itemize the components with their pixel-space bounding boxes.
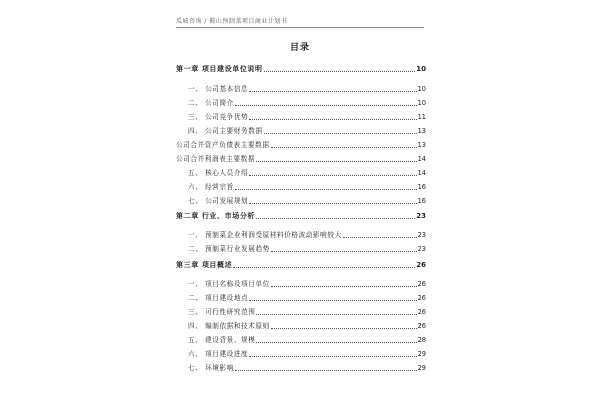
toc-entry[interactable] [176, 110, 426, 121]
toc-entry[interactable] [176, 277, 426, 288]
toc-entry-label: 五、 建设背景、规模 [188, 336, 256, 344]
dot-leader [249, 356, 416, 357]
dot-leader [264, 133, 417, 134]
toc-entry-page: 26 [416, 261, 426, 269]
dot-leader [271, 147, 417, 148]
toc-entry-page: 13 [417, 141, 426, 149]
dot-leader [249, 203, 416, 204]
toc-entry-page: 26 [417, 322, 426, 330]
toc-entry-label: 二、 项目建设地点 [188, 294, 249, 302]
dot-leader [264, 71, 416, 72]
dot-leader [249, 91, 416, 92]
toc-entry-label: 二、 预制菜行业发展趋势 [188, 245, 270, 253]
toc-entry-label: 七、 公司发展规划 [188, 197, 249, 205]
header-rule [176, 27, 424, 28]
toc-entry-page: 26 [417, 308, 426, 316]
dot-leader [235, 105, 417, 106]
toc-entry-page: 14 [417, 169, 426, 177]
dot-leader [271, 286, 417, 287]
toc-entry-label: 第一章 项目建设单位说明 [176, 65, 263, 73]
toc-entry-label: 公司合并利润表主要数据 [176, 155, 256, 163]
toc-entry-page: 13 [417, 127, 426, 135]
toc-entry-page: 26 [417, 280, 426, 288]
dot-leader [271, 328, 417, 329]
toc-entry-label: 七、 环境影响 [188, 364, 234, 372]
toc-entry-page: 16 [417, 197, 426, 205]
toc-entry[interactable] [176, 333, 426, 344]
running-header: 瓜城咨询 / 鞍山预制菜项目商业计划书 [176, 18, 288, 25]
toc-entry[interactable] [176, 152, 426, 163]
toc-entry-label: 一、 项目名称及项目单位 [188, 280, 270, 288]
toc-entry-label: 四、 编制依据和技术原则 [188, 322, 270, 330]
toc-entry-chapter-3[interactable] [176, 258, 426, 269]
toc-entry-label: 三、 公司竞争优势 [188, 113, 249, 121]
toc-entry-label: 第三章 项目概述 [176, 261, 233, 269]
dot-leader [235, 370, 417, 371]
dot-leader [256, 161, 416, 162]
dot-leader [256, 218, 415, 219]
toc-entry-page: 29 [417, 364, 426, 372]
dot-leader [343, 237, 417, 238]
toc-entry-page: 29 [417, 350, 426, 358]
toc-entry[interactable] [176, 347, 426, 358]
dot-leader [256, 342, 416, 343]
toc-entry[interactable] [176, 166, 426, 177]
toc-entry-page: 10 [417, 99, 426, 107]
toc-entry-page: 16 [417, 183, 426, 191]
toc-entry-page: 10 [417, 85, 426, 93]
toc-entry[interactable] [176, 361, 426, 372]
toc-entry-page: 11 [417, 113, 426, 121]
dot-leader [235, 189, 417, 190]
dot-leader [233, 267, 415, 268]
toc-entry[interactable] [176, 96, 426, 107]
toc-entry-page: 23 [417, 231, 426, 239]
dot-leader [249, 300, 416, 301]
toc-entry[interactable] [176, 291, 426, 302]
toc-entry-label: 六、 经营宗旨 [188, 183, 234, 191]
toc-entry-label: 一、 预制菜企业利润受原材料价格波动影响较大 [188, 231, 342, 239]
toc-entry-page: 28 [417, 336, 426, 344]
toc-title: 目录 [289, 43, 310, 53]
toc-entry[interactable] [176, 305, 426, 316]
toc-entry-page: 26 [417, 294, 426, 302]
toc-entry[interactable] [176, 194, 426, 205]
toc-entry-label: 公司合并资产负债表主要数据 [176, 141, 270, 149]
toc-entry[interactable] [176, 124, 426, 135]
toc-entry[interactable] [176, 228, 426, 239]
toc-entry-page: 23 [417, 245, 426, 253]
dot-leader [249, 175, 416, 176]
toc-entry[interactable] [176, 82, 426, 93]
toc-entry[interactable] [176, 180, 426, 191]
toc-entry-label: 四、 公司主要财务数据 [188, 127, 263, 135]
toc-entry[interactable] [176, 138, 426, 149]
toc-entry-label: 二、 公司简介 [188, 99, 234, 107]
toc-entry-label: 三、 可行性研究范围 [188, 308, 256, 316]
toc-entry[interactable] [176, 242, 426, 253]
toc-entry-page: 14 [417, 155, 426, 163]
toc-entry-label: 一、 公司基本信息 [188, 85, 249, 93]
toc-entry[interactable] [176, 319, 426, 330]
toc-entry-page: 10 [416, 65, 426, 73]
toc-entry-label: 第二章 行业、市场分析 [176, 212, 256, 220]
toc-entry-label: 六、 项目建设进度 [188, 350, 249, 358]
toc-entry-chapter-1[interactable] [176, 62, 426, 73]
dot-leader [256, 314, 416, 315]
toc-entry-label: 五、 核心人员介绍 [188, 169, 249, 177]
dot-leader [271, 251, 417, 252]
dot-leader [249, 119, 416, 120]
toc-entry-chapter-2[interactable] [176, 209, 426, 220]
toc-entry-page: 23 [416, 212, 426, 220]
